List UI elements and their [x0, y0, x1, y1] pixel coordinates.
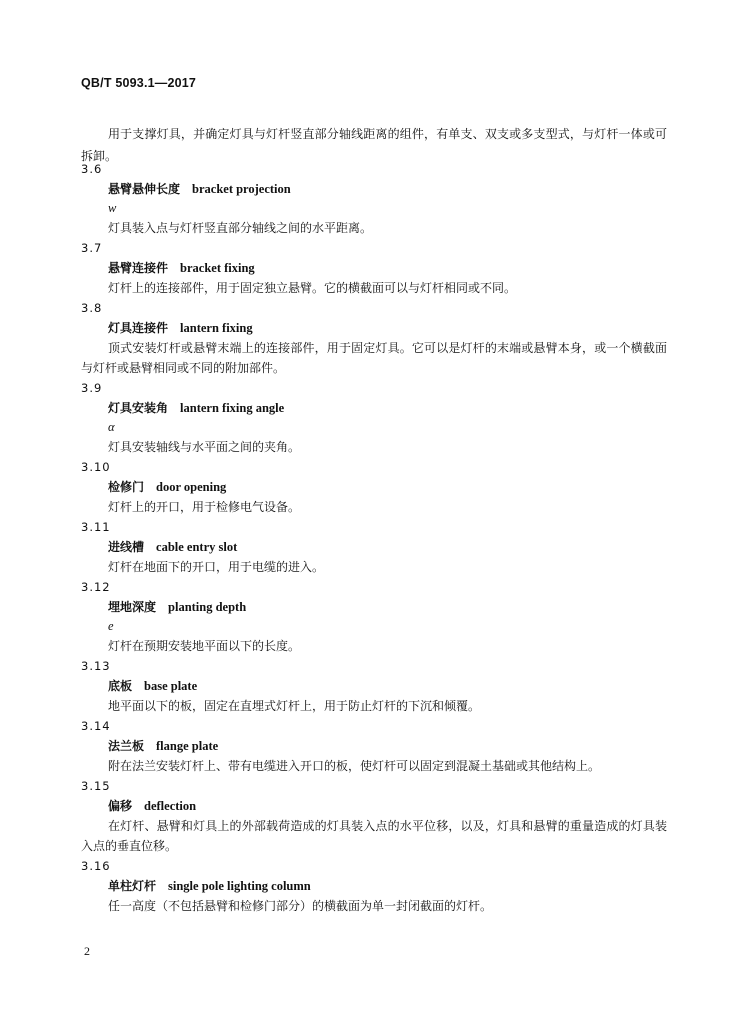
term-heading [81, 597, 667, 617]
intro-paragraph: 用于支撑灯具，并确定灯具与灯杆竖直部分轴线距离的组件，有单支、双支或多支型式，与灯杆一体或可拆卸。 [81, 127, 667, 163]
term-chinese: 灯具连接件 [108, 321, 169, 335]
term-chinese: 埋地深度 [108, 600, 157, 614]
clause-number: 3.10 [81, 460, 111, 474]
term-heading [81, 318, 667, 338]
term-definition: 灯杆上的连接部件，用于固定独立悬臂。它的横截面可以与灯杆相同或不同。 [108, 281, 517, 295]
term-symbol: w [108, 201, 117, 215]
term-entry [81, 298, 667, 378]
term-chinese: 悬臂悬伸长度 [108, 182, 181, 196]
term-definition: 任一高度（不包括悬臂和检修门部分）的横截面为单一封闭截面的灯杆。 [108, 899, 493, 913]
term-entry [81, 716, 667, 776]
term-entries [81, 159, 667, 916]
term-definition: 灯杆在预期安装地平面以下的长度。 [108, 639, 301, 653]
clause-number: 3.13 [81, 659, 111, 673]
term-english: cable entry slot [156, 540, 238, 554]
term-chinese: 检修门 [108, 480, 145, 494]
clause-number: 3.15 [81, 779, 111, 793]
term-entry [81, 656, 667, 716]
term-english: single pole lighting column [168, 879, 311, 893]
page-number: 2 [84, 944, 90, 958]
clause-number: 3.11 [81, 520, 111, 534]
term-heading [81, 876, 667, 896]
term-entry [81, 159, 667, 238]
term-definition: 顶式安装灯杆或悬臂末端上的连接部件，用于固定灯具。它可以是灯杆的末端或悬臂本身，或一个横截面与灯杆或悬臂相同或不同的附加部件。 [81, 341, 667, 375]
term-english: door opening [156, 480, 227, 494]
term-chinese: 悬臂连接件 [108, 261, 169, 275]
term-entry [81, 856, 667, 916]
term-definition: 灯杆在地面下的开口，用于电缆的进入。 [108, 560, 325, 574]
term-chinese: 单柱灯杆 [108, 879, 157, 893]
term-heading [81, 796, 667, 816]
term-english: flange plate [156, 739, 219, 753]
term-heading [81, 736, 667, 756]
term-chinese: 底板 [108, 679, 133, 693]
clause-number: 3.12 [81, 580, 111, 594]
term-heading [81, 676, 667, 696]
term-definition: 灯杆上的开口，用于检修电气设备。 [108, 500, 301, 514]
term-entry [81, 457, 667, 517]
clause-number: 3.7 [81, 241, 103, 255]
term-heading [81, 179, 667, 199]
term-english: base plate [144, 679, 198, 693]
term-english: bracket fixing [180, 261, 255, 275]
term-chinese: 灯具安装角 [108, 401, 169, 415]
term-definition: 附在法兰安装灯杆上、带有电缆进入开口的板，使灯杆可以固定到混凝土基础或其他结构上。 [108, 759, 601, 773]
term-chinese: 偏移 [108, 799, 133, 813]
term-chinese: 法兰板 [108, 739, 145, 753]
term-heading [81, 477, 667, 497]
clause-number: 3.14 [81, 719, 111, 733]
term-definition: 灯具装入点与灯杆竖直部分轴线之间的水平距离。 [108, 221, 373, 235]
term-entry [81, 577, 667, 656]
term-entry [81, 517, 667, 577]
clause-number: 3.9 [81, 381, 103, 395]
term-english: planting depth [168, 600, 247, 614]
term-heading [81, 537, 667, 557]
term-definition: 灯具安装轴线与水平面之间的夹角。 [108, 440, 301, 454]
term-definition: 在灯杆、悬臂和灯具上的外部载荷造成的灯具装入点的水平位移，以及，灯具和悬臂的重量造成的灯具装入点的垂直位移。 [81, 819, 667, 853]
term-symbol: α [108, 420, 115, 434]
term-definition: 地平面以下的板，固定在直埋式灯杆上，用于防止灯杆的下沉和倾覆。 [108, 699, 481, 713]
term-chinese: 进线槽 [108, 540, 145, 554]
clause-number: 3.8 [81, 301, 103, 315]
term-english: lantern fixing [180, 321, 253, 335]
term-english: lantern fixing angle [180, 401, 285, 415]
clause-number: 3.16 [81, 859, 111, 873]
term-heading [81, 258, 667, 278]
term-entry [81, 378, 667, 457]
term-entry [81, 238, 667, 298]
term-entry [81, 776, 667, 856]
standard-code: QB/T 5093.1—2017 [81, 76, 197, 90]
term-symbol: e [108, 619, 114, 633]
clause-number: 3.6 [81, 162, 103, 176]
term-english: bracket projection [192, 182, 291, 196]
term-english: deflection [144, 799, 197, 813]
term-heading [81, 398, 667, 418]
